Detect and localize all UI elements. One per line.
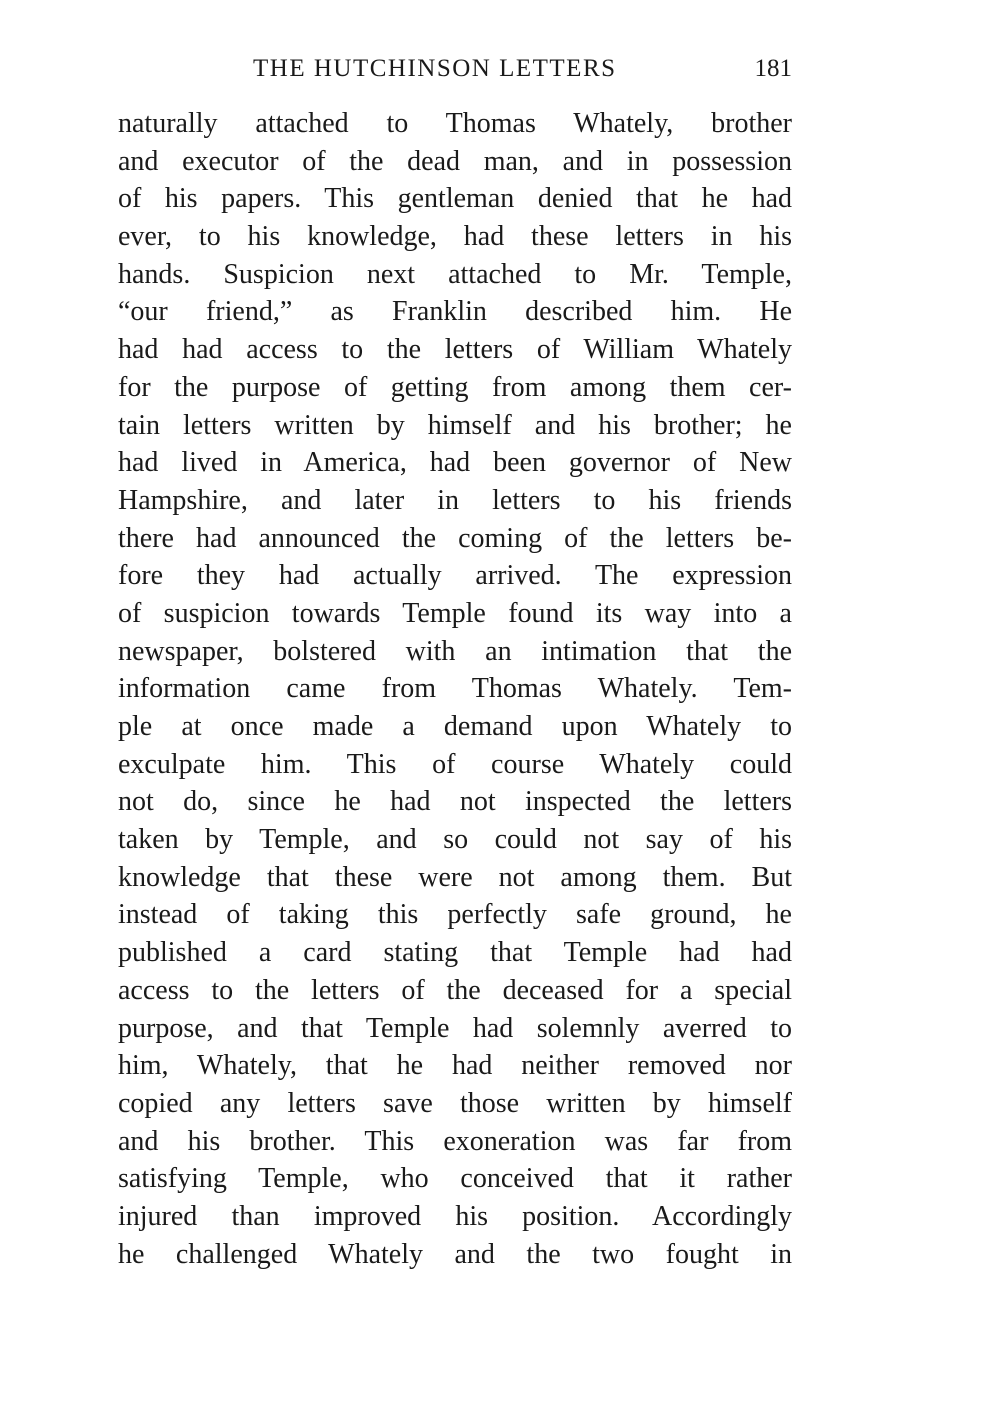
text-line: had had access to the letters of William Whately (118, 334, 792, 366)
text-line: and his brother. This exoneration was far from (118, 1125, 792, 1157)
text-line: instead of taking this perfectly safe ground, he (118, 899, 792, 931)
text-line: ever, to his knowledge, had these letters in his (118, 221, 792, 253)
text-line: injured than improved his position. Accordingly (118, 1200, 792, 1232)
text-line: of suspicion towards Temple found its way into a (118, 597, 792, 629)
text-line: access to the letters of the deceased for a special (118, 974, 792, 1006)
text-line: tain letters written by himself and his brother; he (118, 409, 792, 441)
text-line: published a card stating that Temple had had (118, 937, 792, 969)
text-line: ple at once made a demand upon Whately to (118, 711, 792, 742)
body-text (118, 105, 792, 1273)
running-title: THE HUTCHINSON LETTERS (253, 55, 617, 82)
text-line: Hampshire, and later in letters to his friends (118, 484, 792, 516)
text-line: fore they had actually arrived. The expression (118, 560, 792, 592)
text-line: for the purpose of getting from among them cer- (118, 371, 792, 403)
text-line: knowledge that these were not among them. But (118, 861, 792, 893)
text-line: naturally attached to Thomas Whately, brother (118, 108, 792, 139)
text-line: copied any letters save those written by himself (118, 1087, 792, 1119)
text-line: and executor of the dead man, and in possession (118, 145, 792, 177)
text-line: “our friend,” as Franklin described him. He (118, 296, 792, 328)
text-line: there had announced the coming of the letters be- (118, 522, 792, 554)
text-line: newspaper, bolstered with an intimation that the (118, 635, 792, 667)
text-line: taken by Temple, and so could not say of his (118, 824, 792, 856)
text-line: of his papers. This gentleman denied that he had (118, 183, 792, 215)
text-line: he challenged Whately and the two fought in (118, 1238, 792, 1270)
text-line: satisfying Temple, who conceived that it rather (118, 1163, 792, 1195)
running-header (118, 52, 792, 86)
text-line: hands. Suspicion next attached to Mr. Temple, (118, 258, 792, 290)
page-number: 181 (754, 55, 792, 82)
text-line: information came from Thomas Whately. Tem- (118, 673, 792, 705)
text-line: not do, since he had not inspected the letters (118, 786, 792, 818)
text-line: had lived in America, had been governor of New (118, 447, 792, 479)
text-line: him, Whately, that he had neither removed nor (118, 1050, 792, 1082)
text-line: exculpate him. This of course Whately could (118, 748, 792, 780)
text-line: purpose, and that Temple had solemnly averred to (118, 1012, 792, 1044)
